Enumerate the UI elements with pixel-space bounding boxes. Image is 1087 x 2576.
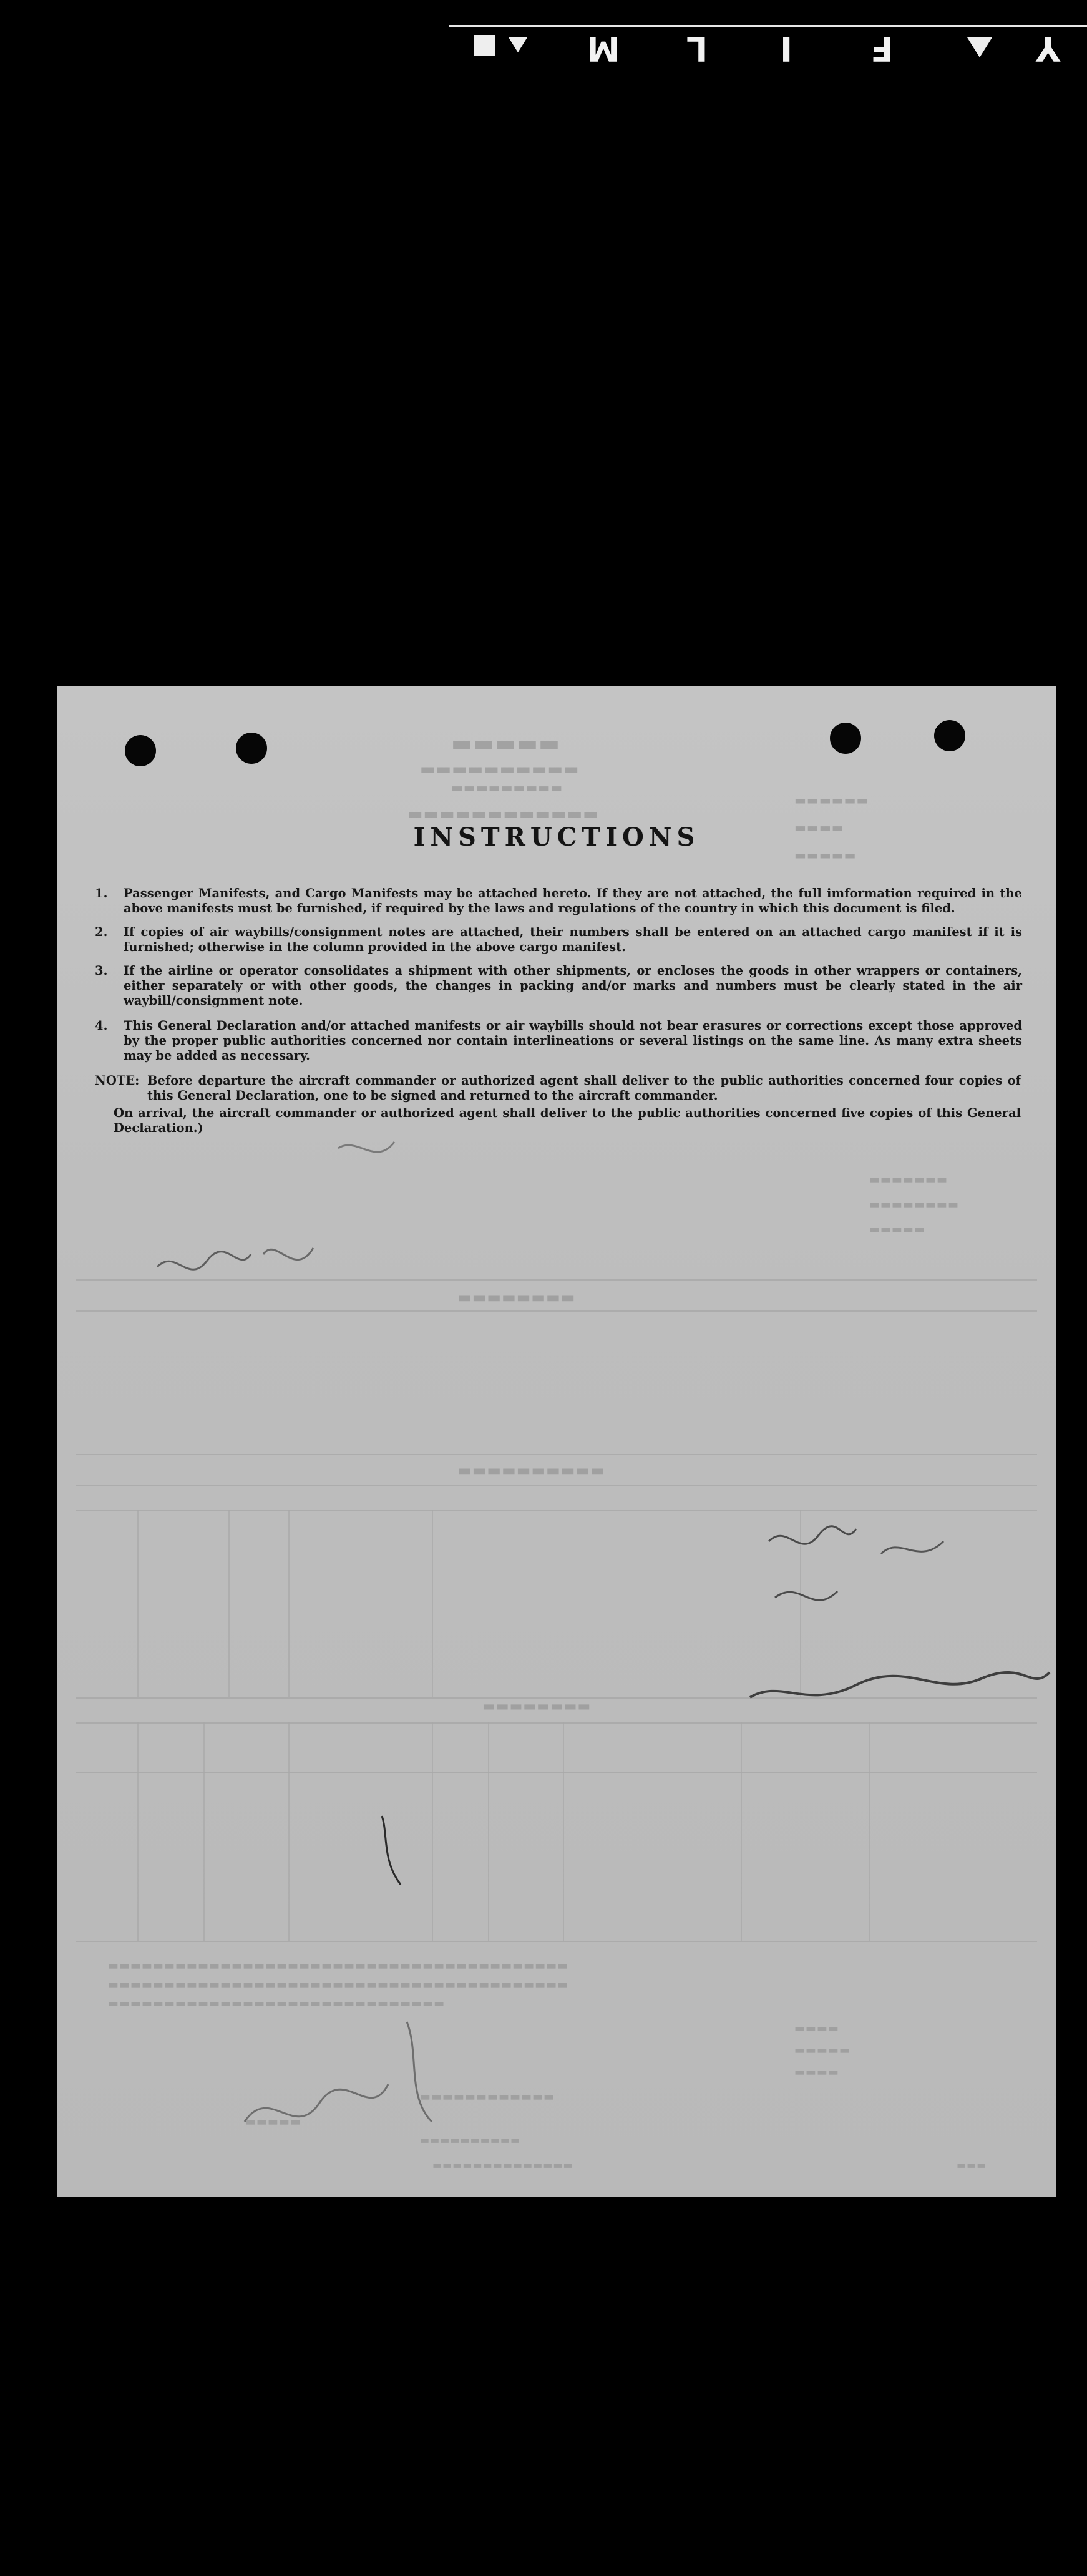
film-letter-i: I: [780, 29, 793, 68]
instruction-text: If the airline or operator consolidates a shipment with other shipments, or encloses the goods in other wrappers or containers, either separately or with other goods, the changes in packing and/or marks and numbers must be clearly stated in the air waybill/consignment note.: [124, 964, 1022, 1008]
film-square-mark: [474, 35, 495, 56]
film-letter-y: Y: [1036, 29, 1061, 68]
instruction-number: 4.: [95, 1018, 108, 1033]
punch-hole: [934, 720, 965, 751]
note-text-departure: Before departure the aircraft commander or authorized agent shall deliver to the public authorities concerned four copies of this General Declaration, one to be signed and returned to the aircraft commander.: [147, 1073, 1021, 1103]
instruction-text: If copies of air waybills/consignment notes are attached, their numbers shall be entered on an attached cargo manifest if it is furnished; otherwise in the column provided in the above cargo manifest.: [124, 925, 1022, 954]
film-triangle-mark: [509, 37, 527, 52]
note-text-arrival: On arrival, the aircraft commander or authorized agent shall deliver to the public authorities concerned five copies of this General Declaration.): [114, 1106, 1021, 1135]
film-letter-f: F: [870, 29, 894, 68]
instruction-text: Passenger Manifests, and Cargo Manifests may be attached hereto. If they are not attached, the full imformation required in the above manifests must be furnished, if required by the laws and regulations of the country in which this document is filed.: [124, 886, 1022, 915]
punch-hole: [236, 733, 267, 764]
note-label: NOTE:: [95, 1073, 140, 1088]
instruction-number: 2.: [95, 925, 108, 939]
handwriting-mark: [369, 1810, 419, 1897]
punch-hole: [125, 735, 156, 766]
film-letter-l: L: [686, 29, 708, 68]
document-sheet: ▬▬▬▬▬ ▬▬▬▬▬▬▬▬▬▬ ▬▬▬▬▬▬▬▬▬ ▬▬▬▬▬▬▬▬▬▬▬▬ ▬▬▬▬▬▬ ▬▬▬▬ ▬▬▬▬▬ ▬▬▬▬▬▬▬ ▬▬▬▬▬▬▬▬ ▬▬▬▬▬ ▬▬▬▬▬▬▬▬ ▬▬▬▬▬▬▬▬▬▬ ▬▬▬▬▬▬▬▬ ▬▬▬▬▬▬▬▬▬▬▬▬▬▬▬▬▬▬▬▬▬▬▬▬▬▬▬▬▬▬▬▬▬▬▬▬▬▬▬▬▬ ▬▬▬▬▬▬▬▬▬▬▬▬▬▬▬▬▬▬▬▬▬▬▬▬▬▬▬▬▬▬▬▬▬▬▬▬▬▬▬▬▬ ▬▬▬▬▬▬▬▬▬▬▬▬▬▬▬▬▬▬▬▬▬▬▬▬▬▬▬▬▬▬ ▬▬▬▬ ▬▬▬▬▬ ▬▬▬▬ ▬▬▬▬▬▬▬▬▬▬▬▬ ▬▬▬▬▬ ▬▬▬▬▬▬▬▬▬▬ ▬▬▬▬▬▬▬▬▬▬▬▬▬▬ ▬▬▬ INSTRUCTIONS 1. Passenger Manifests, and Cargo Manifests may be attached hereto. If they are not attached, the full imformation required in the above manifests must be furnished, if required by the laws and regulations of the country in which this document is filed. 2. If copies of air waybills/consignment notes are attached, their numbers shall be entered on an attached cargo manifest if it is furnished; otherwise in the column provided in the above cargo manifest. 3. If the airline or operator consolidates a shipment with other shipments, or encloses the goods in other wrappers or containers, either separately or with other goods, the changes in packing and/or marks and numbers must be clearly stated in the air waybill/consignment note. 4. This General Declaration and/or attached manifests or air waybills should not bear erasures or corrections except those approved by the proper public authorities concerned nor contain interlineations or several listings on the same line. As many extra sheets may be added as necessary. NOTE: Before departure the aircraft commander or authorized agent shall deliver to the public authorities concerned four copies of this General Declaration, one to be signed and returned to the aircraft commander. On arrival, the aircraft commander or authorized agent shall deliver to the public authorities concerned five copies of this General Declaration.): [57, 686, 1056, 2197]
film-rule: [449, 25, 1087, 27]
film-triangle-mark: [967, 37, 992, 57]
instruction-text: This General Declaration and/or attached manifests or air waybills should not bear erasures or corrections except those approved by the proper public authorities concerned nor contain interlineations or several listings on the same line. As many extra sheets may be added as necessary.: [124, 1018, 1022, 1063]
handwriting-mark: [731, 1510, 1056, 1747]
film-header-strip: [0, 0, 1087, 94]
film-letter-m: M: [587, 29, 620, 68]
instruction-number: 1.: [95, 886, 108, 900]
instructions-title: INSTRUCTIONS: [413, 822, 700, 852]
instruction-number: 3.: [95, 964, 108, 978]
handwriting-mark: [151, 1123, 413, 1310]
handwriting-mark: [182, 1997, 507, 2159]
punch-hole: [830, 723, 861, 754]
